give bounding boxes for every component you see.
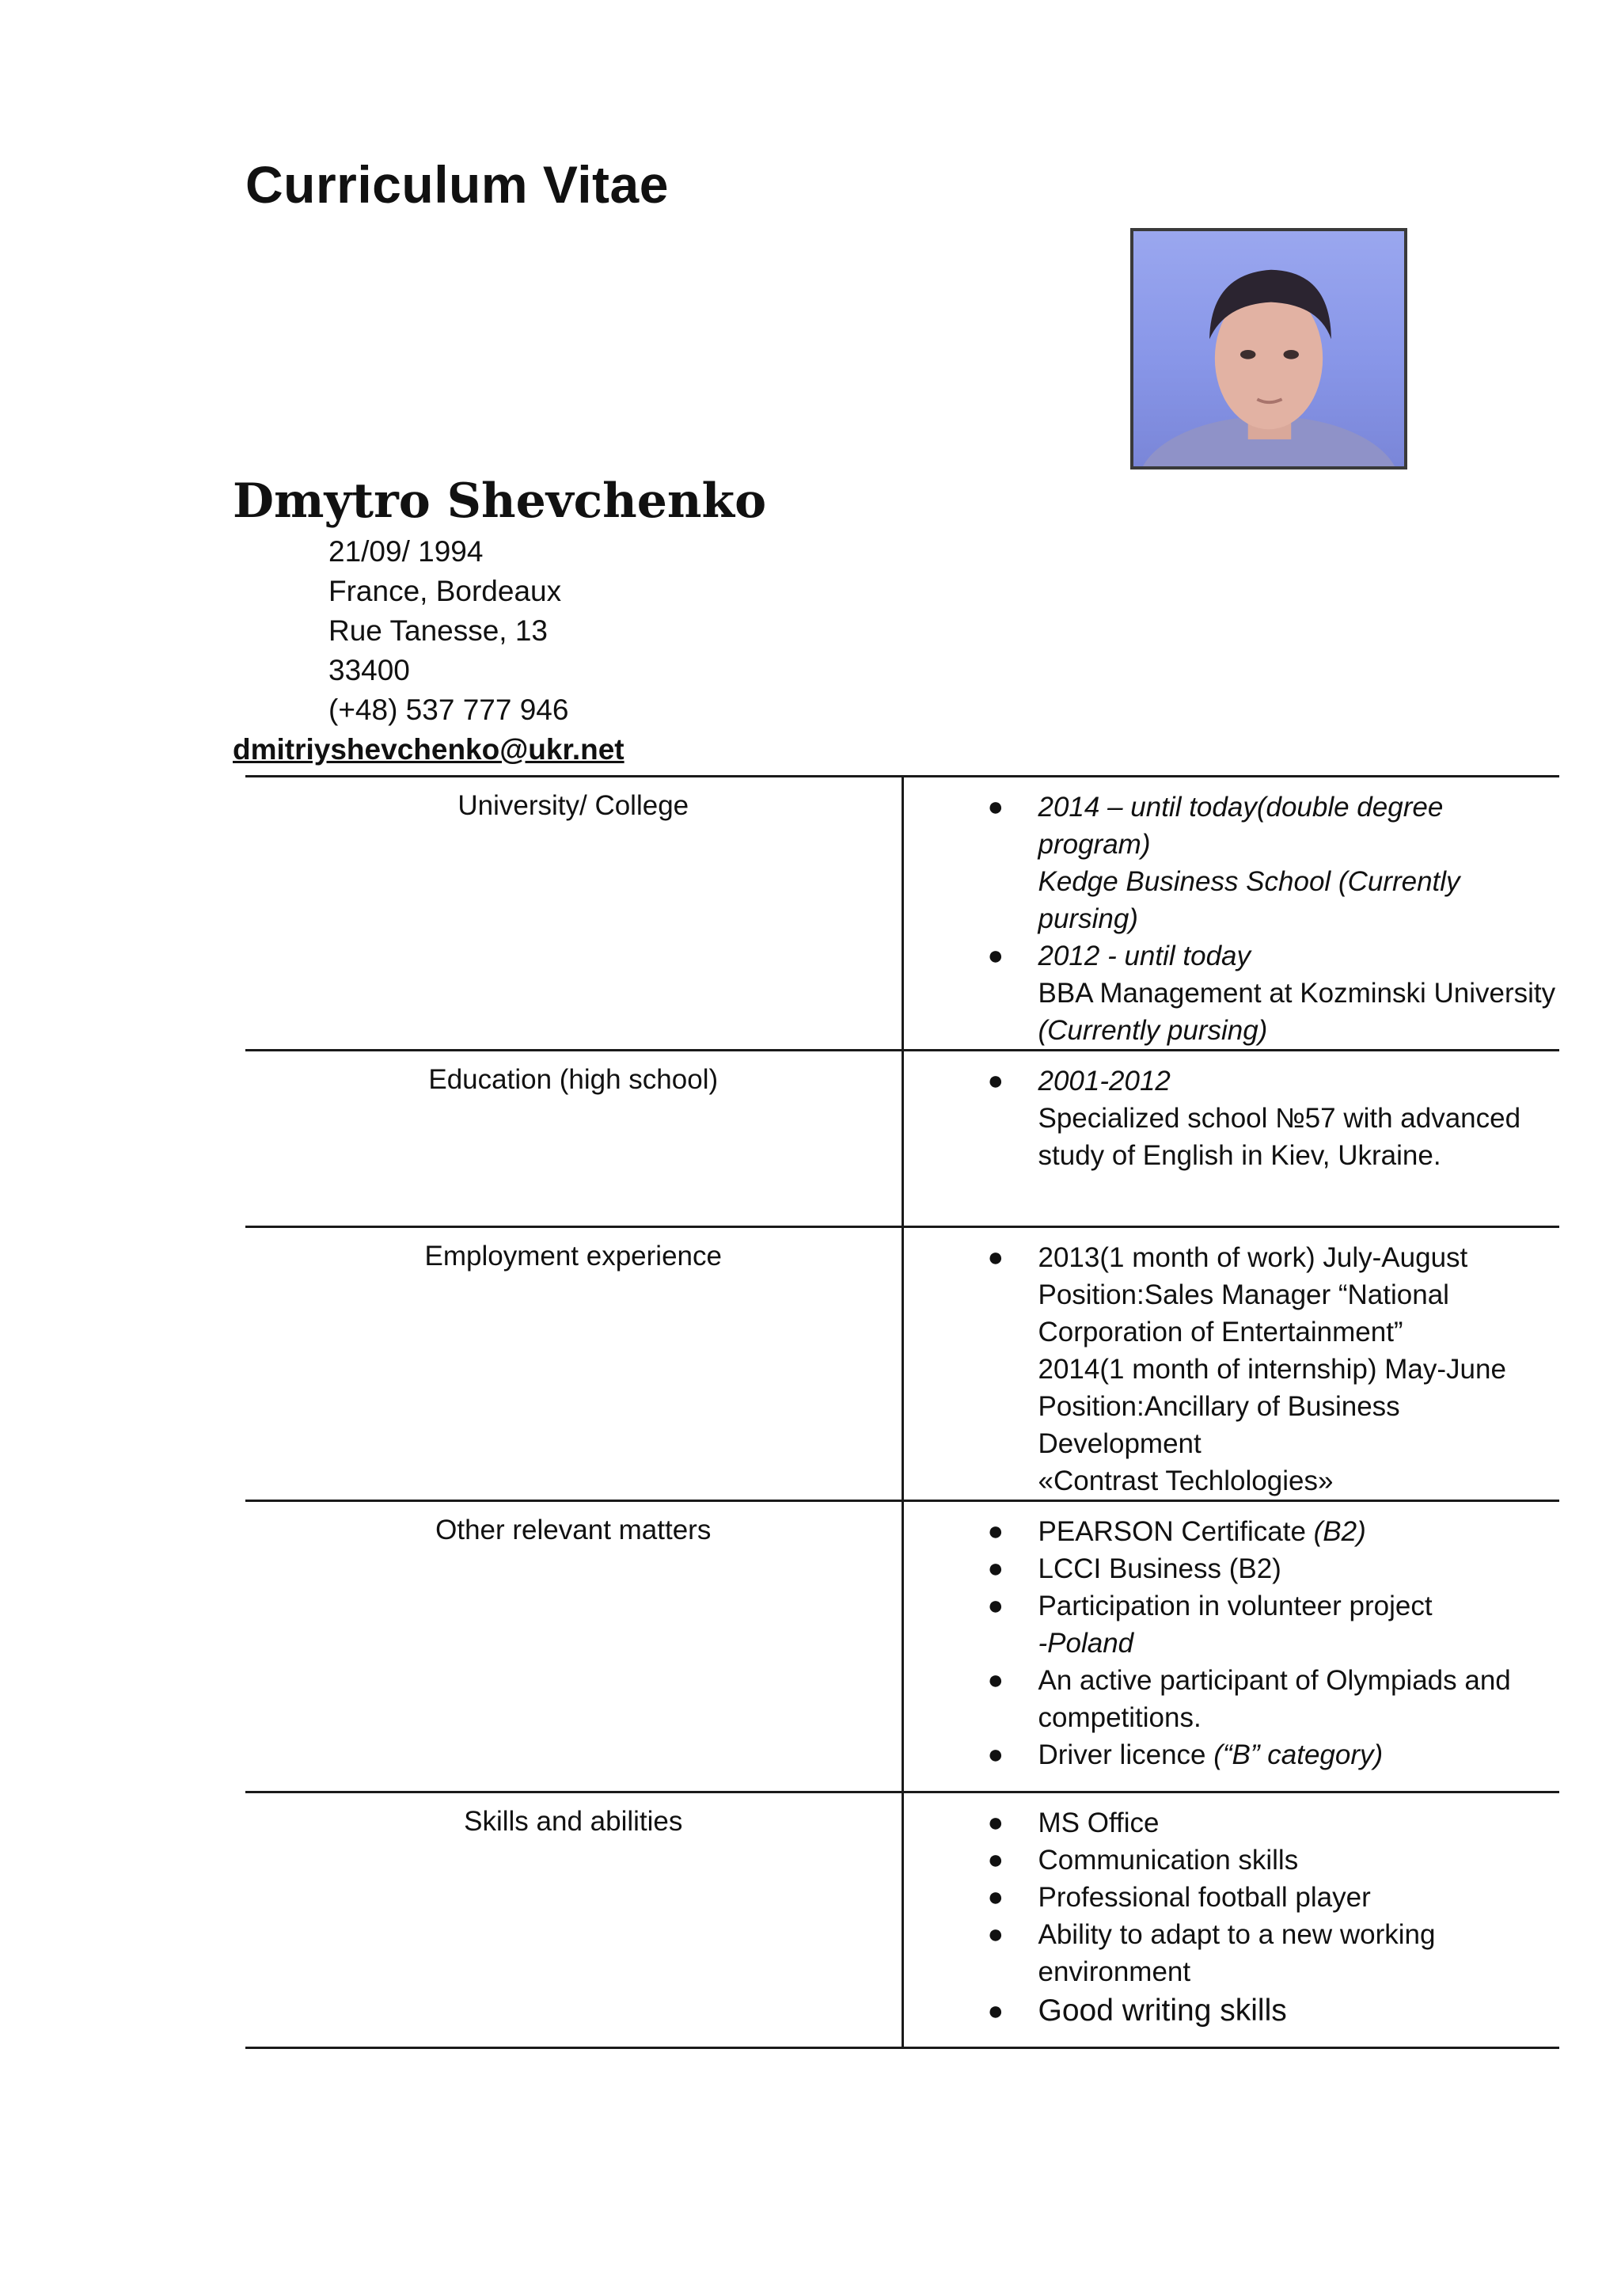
university-label: University/ College xyxy=(245,777,902,1051)
row-employment xyxy=(245,1227,1559,1501)
list-item xyxy=(987,1916,1560,1990)
employment-line: 2014(1 month of internship) May-June xyxy=(1038,1354,1506,1385)
skill-text-cont: environment xyxy=(1038,1956,1191,1987)
skill-text: Communication skills xyxy=(1038,1845,1299,1876)
employment-label: Employment experience xyxy=(245,1227,902,1501)
other-item-text: Participation in volunteer project xyxy=(1038,1591,1433,1621)
list-item xyxy=(987,1990,1560,2032)
skills-label: Skills and abilities xyxy=(245,1792,902,2048)
bullet-icon: ● xyxy=(987,1516,1004,1546)
row-skills xyxy=(245,1792,1559,2048)
employment-line: Position:Sales Manager “National xyxy=(1038,1279,1449,1310)
other-item-text: LCCI Business (B2) xyxy=(1038,1553,1281,1584)
bullet-icon: ● xyxy=(987,1739,1004,1770)
street-address: Rue Tanesse, 13 xyxy=(328,614,549,647)
skill-text: Good writing skills xyxy=(1038,1994,1287,2028)
row-university xyxy=(245,777,1559,1051)
portrait-photo xyxy=(1130,228,1407,469)
bullet-icon: ● xyxy=(987,1242,1004,1272)
city: France, Bordeaux xyxy=(328,575,562,607)
bullet-icon: ● xyxy=(987,792,1004,822)
other-item-emph: (B2) xyxy=(1313,1516,1366,1547)
date-of-birth: 21/09/ 1994 xyxy=(328,535,484,568)
university-years: 2012 - until today xyxy=(1038,941,1251,971)
education-detail: Specialized school №57 with advanced xyxy=(1038,1103,1521,1134)
other-item-sub: -Poland xyxy=(1038,1628,1134,1659)
list-item xyxy=(987,937,1560,1049)
list-item xyxy=(987,1587,1560,1662)
employment-content xyxy=(902,1227,1559,1501)
bullet-icon: ● xyxy=(987,1845,1004,1875)
list-item xyxy=(987,1550,1560,1587)
document-title: Curriculum Vitae xyxy=(245,155,669,214)
other-label: Other relevant matters xyxy=(245,1501,902,1792)
bullet-icon: ● xyxy=(987,1808,1004,1838)
education-years: 2001-2012 xyxy=(1038,1066,1171,1097)
other-content xyxy=(902,1501,1559,1792)
education-label: Education (high school) xyxy=(245,1051,902,1227)
education-detail: study of English in Kiev, Ukraine. xyxy=(1038,1140,1441,1171)
bullet-icon: ● xyxy=(987,1591,1004,1621)
list-item xyxy=(987,1662,1560,1736)
bullet-icon: ● xyxy=(987,1553,1004,1583)
other-item-cont: competitions. xyxy=(1038,1702,1202,1733)
candidate-name: Dmytro Shevchenko xyxy=(233,473,767,529)
list-item xyxy=(987,1239,1560,1500)
list-item xyxy=(987,1804,1560,1842)
cv-table xyxy=(245,775,1559,2049)
list-item xyxy=(987,1736,1560,1773)
employment-line: Position:Ancillary of Business Development xyxy=(1038,1391,1400,1459)
bullet-icon: ● xyxy=(987,1882,1004,1912)
bullet-icon: ● xyxy=(987,941,1004,971)
list-item xyxy=(987,1879,1560,1916)
university-detail: Kedge Business School (Currently pursing) xyxy=(1038,866,1460,934)
other-item-emph: (“B” category) xyxy=(1213,1739,1384,1770)
education-content xyxy=(902,1051,1559,1227)
university-years: 2014 – until today(double degree program) xyxy=(1038,792,1444,860)
contact-block xyxy=(328,532,568,730)
employment-line: Corporation of Entertainment” xyxy=(1038,1317,1403,1348)
university-content xyxy=(902,777,1559,1051)
postal-code: 33400 xyxy=(328,654,410,686)
list-item xyxy=(987,789,1560,937)
skills-content xyxy=(902,1792,1559,2048)
skill-text: MS Office xyxy=(1038,1808,1160,1838)
skill-text: Professional football player xyxy=(1038,1882,1371,1913)
list-item xyxy=(987,1513,1560,1550)
bullet-icon: ● xyxy=(987,1996,1004,2026)
bullet-icon: ● xyxy=(987,1665,1004,1695)
university-note: (Currently pursing) xyxy=(1038,1015,1268,1046)
bullet-icon: ● xyxy=(987,1919,1004,1949)
employment-line: «Contrast Techlologies» xyxy=(1038,1465,1334,1496)
row-education xyxy=(245,1051,1559,1227)
portrait-icon xyxy=(1133,231,1404,466)
other-item-text: PEARSON Certificate xyxy=(1038,1516,1314,1547)
university-detail: BBA Management at Kozminski University xyxy=(1038,978,1556,1009)
other-item-text: An active participant of Olympiads and xyxy=(1038,1665,1511,1696)
phone-number: (+48) 537 777 946 xyxy=(328,694,569,726)
skill-text: Ability to adapt to a new working xyxy=(1038,1919,1436,1950)
email-link[interactable]: dmitriyshevchenko@ukr.net xyxy=(233,733,624,766)
list-item xyxy=(987,1062,1560,1174)
list-item xyxy=(987,1842,1560,1879)
other-item-text: Driver licence xyxy=(1038,1739,1214,1770)
row-other xyxy=(245,1501,1559,1792)
employment-line: 2013(1 month of work) July-August xyxy=(1038,1242,1468,1273)
bullet-icon: ● xyxy=(987,1066,1004,1096)
